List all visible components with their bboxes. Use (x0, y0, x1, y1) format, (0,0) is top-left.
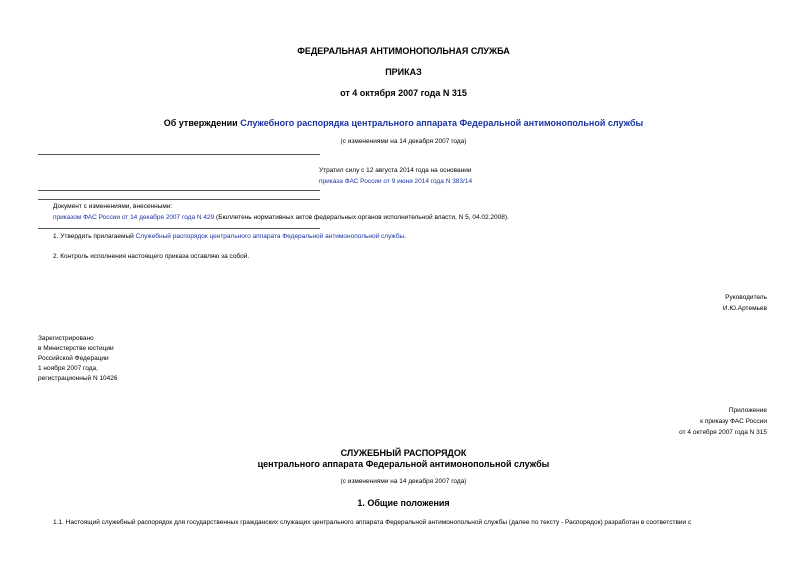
rules-link[interactable]: Служебный распорядок центрального аппарата Федеральной антимонопольной службы (135, 233, 405, 240)
rules-subtitle: центрального аппарата Федеральной антимонопольной службы (257, 459, 550, 469)
title-prefix: Об утверждении (163, 118, 241, 128)
changes-note: (с изменениями на 14 декабря 2007 года) (340, 138, 467, 145)
registration-number: регистрационный N 10426 (38, 375, 118, 382)
title-link[interactable]: Служебного распорядка центрального аппарата Федеральной антимонопольной службы (240, 118, 644, 128)
registration-line: 1 ноября 2007 года, (38, 365, 98, 372)
amendments-line (53, 214, 509, 221)
amendment-source: (Бюллетень нормативных актов федеральных органов исполнительной власти, N 5, 04.02.2008). (214, 214, 509, 221)
separator-line (38, 228, 320, 229)
rules-changes-note: (с изменениями на 14 декабря 2007 года) (340, 478, 467, 485)
lost-force-text: Утратил силу с 12 августа 2014 года на основании (319, 167, 472, 174)
order-item-2: 2. Контроль исполнения настоящего приказа оставляю за собой. (53, 253, 250, 260)
separator-line (38, 154, 320, 155)
registration-line: Зарегистрировано (38, 335, 94, 342)
appendix-reference: к приказу ФАС России (700, 418, 767, 425)
appendix-label: Приложение (728, 407, 767, 414)
lost-force-link[interactable]: приказа ФАС России от 9 июня 2014 года N 383/14 (319, 178, 473, 185)
amendment-link[interactable]: приказом ФАС России от 14 декабря 2007 года N 429 (53, 214, 215, 221)
order-item-1 (53, 233, 406, 240)
item1-suffix: . (404, 233, 407, 240)
agency-name: ФЕДЕРАЛЬНАЯ АНТИМОНОПОЛЬНАЯ СЛУЖБА (297, 46, 510, 56)
rules-title: СЛУЖЕБНЫЙ РАСПОРЯДОК (340, 448, 467, 458)
separator-line (38, 190, 320, 191)
registration-line: в Министерстве юстиции (38, 345, 114, 352)
document-title (0, 118, 807, 128)
amendments-label: Документ с изменениями, внесенными: (53, 203, 173, 210)
paragraph-1-1: 1.1. Настоящий служебный распорядок для государственных гражданских служащих центрального аппарата Федеральной антимонопольной службы (далее по тексту - Распорядок) разработан в соответствии с (53, 519, 692, 526)
appendix-date: от 4 октября 2007 года N 315 (679, 429, 767, 436)
separator-line (38, 199, 320, 200)
item1-prefix: 1. Утвердить прилагаемый (53, 233, 136, 240)
section-heading: 1. Общие положения (357, 498, 450, 508)
signer-position: Руководитель (725, 294, 767, 301)
document-type: ПРИКАЗ (385, 67, 422, 77)
document-date: от 4 октября 2007 года N 315 (340, 88, 467, 98)
signer-name: И.Ю.Артемьев (722, 305, 767, 312)
registration-line: Российской Федерации (38, 355, 109, 362)
